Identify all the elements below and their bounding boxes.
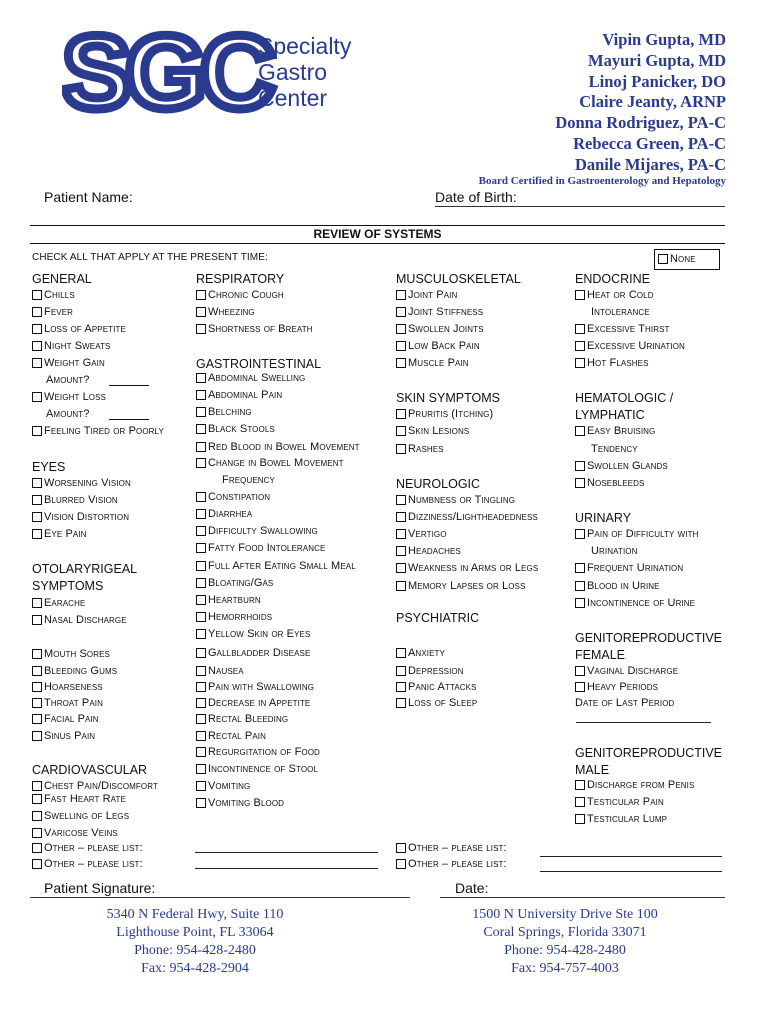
hema-item[interactable]: Swollen Glands: [575, 460, 668, 472]
checkbox[interactable]: [32, 698, 42, 708]
urinary-header: URINARY: [575, 511, 632, 525]
cardio-header: CARDIOVASCULAR: [32, 763, 148, 777]
neuro-item[interactable]: Weakness in Arms or Legs: [396, 562, 538, 574]
gi-item[interactable]: Pain with Swallowing: [196, 681, 314, 693]
oto-item[interactable]: Nasal Discharge: [32, 614, 127, 626]
amount-field[interactable]: Amount?: [46, 408, 149, 420]
cardio-item[interactable]: Chest Pain/Discomfort: [32, 780, 158, 792]
doctor-name: Vipin Gupta, MD: [602, 30, 726, 49]
none-option[interactable]: None: [658, 253, 696, 265]
gi-item[interactable]: Incontinence of Stool: [196, 763, 318, 775]
gi-item[interactable]: Rectal Pain: [196, 730, 266, 742]
checkbox[interactable]: [196, 612, 206, 622]
checkbox[interactable]: [196, 578, 206, 588]
musc-item[interactable]: Joint Stiffness: [396, 306, 483, 318]
date-label: Date:: [455, 880, 489, 896]
general-item[interactable]: Fever: [32, 306, 73, 318]
gi-item[interactable]: Hemorrhoids: [196, 611, 272, 623]
endo-item[interactable]: Hot Flashes: [575, 357, 649, 369]
checkbox[interactable]: [575, 358, 585, 368]
checkbox[interactable]: [575, 341, 585, 351]
gen-male-item[interactable]: Testicular Pain: [575, 796, 664, 808]
gi-header: GASTROINTESTINAL: [196, 357, 322, 371]
checkbox[interactable]: [32, 392, 42, 402]
gen-male-item[interactable]: Testicular Lump: [575, 813, 667, 825]
address-line: Phone: 954-428-2480: [504, 943, 626, 958]
checkbox[interactable]: [32, 426, 42, 436]
gi-item[interactable]: Full After Eating Small Meal: [196, 560, 356, 572]
amount-field[interactable]: Amount?: [46, 374, 149, 386]
oto-item[interactable]: Mouth Sores: [32, 648, 110, 660]
checkbox[interactable]: [196, 324, 206, 334]
musc-item[interactable]: Swollen Joints: [396, 323, 484, 335]
logo-line1: Specialty: [258, 33, 352, 59]
hema-header: HEMATOLOGIC /: [575, 391, 674, 405]
gen-male-header: GENITOREPRODUCTIVE: [575, 746, 723, 760]
checkbox[interactable]: [575, 529, 585, 539]
checkbox[interactable]: [196, 307, 206, 317]
resp-header: RESPIRATORY: [196, 272, 285, 286]
checkbox[interactable]: [196, 595, 206, 605]
checkbox[interactable]: [575, 563, 585, 573]
resp-item[interactable]: Chronic Cough: [196, 289, 284, 301]
musc-item[interactable]: Muscle Pain: [396, 357, 469, 369]
checkbox[interactable]: [575, 581, 585, 591]
general-item[interactable]: Loss of Appetite: [32, 323, 126, 335]
checkbox[interactable]: [396, 512, 406, 522]
dob-label: Date of Birth:: [435, 189, 517, 205]
checkbox[interactable]: [196, 747, 206, 757]
urinary-item[interactable]: Blood in Urine: [575, 580, 660, 592]
skin-item[interactable]: Rashes: [396, 443, 444, 455]
checkbox[interactable]: [32, 714, 42, 724]
skin-header: SKIN SYMPTOMS: [396, 391, 500, 405]
checkbox[interactable]: [196, 290, 206, 300]
gi-item[interactable]: Constipation: [196, 491, 270, 503]
checkbox[interactable]: [396, 682, 406, 692]
doctor-list: [555, 30, 726, 176]
checkbox[interactable]: [396, 666, 406, 676]
checkbox[interactable]: [396, 859, 406, 869]
oto-item[interactable]: Bleeding Gums: [32, 665, 117, 677]
checkbox[interactable]: [32, 666, 42, 676]
checkbox[interactable]: [196, 390, 206, 400]
address-line: Fax: 954-428-2904: [141, 961, 249, 976]
checkbox[interactable]: [32, 615, 42, 625]
doctor-name: Donna Rodriguez, PA-C: [555, 113, 726, 133]
checkbox[interactable]: [196, 781, 206, 791]
gi-item[interactable]: Difficulty Swallowing: [196, 525, 318, 537]
checkbox[interactable]: [396, 426, 406, 436]
gi-item[interactable]: Gallbladder Disease: [196, 647, 310, 659]
oto-item[interactable]: Hoarseness: [32, 681, 103, 693]
checkbox[interactable]: [32, 512, 42, 522]
gi-item[interactable]: Red Blood in Bowel Movement: [196, 441, 360, 453]
checkbox[interactable]: [575, 478, 585, 488]
checkbox[interactable]: [32, 859, 42, 869]
endo-item-continued: Intolerance: [591, 306, 650, 318]
gi-item[interactable]: Change in Bowel Movement: [196, 457, 344, 469]
checkbox[interactable]: [32, 358, 42, 368]
skin-item[interactable]: Skin Lesions: [396, 425, 469, 437]
skin-item[interactable]: Pruritis (Itching): [396, 408, 493, 420]
checkbox[interactable]: [32, 598, 42, 608]
checkbox[interactable]: [196, 543, 206, 553]
checkbox[interactable]: [196, 526, 206, 536]
checkbox[interactable]: [196, 424, 206, 434]
gi-item[interactable]: Abdominal Swelling: [196, 372, 305, 384]
gen-male-header-2: MALE: [575, 763, 610, 777]
checkbox[interactable]: [396, 409, 406, 419]
checkbox[interactable]: [196, 682, 206, 692]
checkbox[interactable]: [196, 373, 206, 383]
checkbox[interactable]: [196, 698, 206, 708]
address-line: Lighthouse Point, FL 33064: [116, 925, 274, 940]
neuro-item[interactable]: Headaches: [396, 545, 461, 557]
doctor-name: Claire Jeanty, ARNP: [579, 92, 726, 112]
gi-item[interactable]: Black Stools: [196, 423, 275, 435]
checkbox[interactable]: [396, 648, 406, 658]
checkbox[interactable]: [196, 442, 206, 452]
checkbox[interactable]: [196, 458, 206, 468]
date-field[interactable]: [440, 897, 725, 898]
checkbox[interactable]: [196, 509, 206, 519]
checkbox[interactable]: [396, 495, 406, 505]
checkbox[interactable]: [32, 794, 42, 804]
checkbox[interactable]: [196, 648, 206, 658]
gi-item[interactable]: Bloating/Gas: [196, 577, 273, 589]
checkbox[interactable]: [396, 444, 406, 454]
last-period-line[interactable]: [576, 722, 711, 723]
cardio-item[interactable]: Varicose Veins: [32, 827, 118, 839]
checkbox[interactable]: [575, 598, 585, 608]
checkbox[interactable]: [32, 324, 42, 334]
checkbox[interactable]: [32, 731, 42, 741]
doctor-name: Mayuri Gupta, MD: [588, 50, 726, 70]
checkbox[interactable]: [196, 714, 206, 724]
gi-item[interactable]: Decrease in Appetite: [196, 697, 310, 709]
oto-item[interactable]: Earache: [32, 597, 85, 609]
eyes-item[interactable]: Worsening Vision: [32, 477, 131, 489]
checkbox[interactable]: [396, 581, 406, 591]
checkbox[interactable]: [575, 682, 585, 692]
checkbox[interactable]: [196, 798, 206, 808]
checkbox[interactable]: [575, 780, 585, 790]
endo-item[interactable]: Excessive Thirst: [575, 323, 670, 335]
urinary-item[interactable]: Incontinence of Urine: [575, 597, 695, 609]
checkbox[interactable]: [32, 307, 42, 317]
gen-male-item[interactable]: Discharge from Penis: [575, 779, 694, 791]
checkbox[interactable]: [396, 324, 406, 334]
checkbox[interactable]: [196, 731, 206, 741]
musc-header: MUSCULOSKELETAL: [396, 272, 521, 286]
gen-female-header: GENITOREPRODUCTIVE: [575, 631, 723, 645]
checkbox[interactable]: [32, 649, 42, 659]
urinary-item-continued: Urination: [591, 545, 638, 557]
gi-item[interactable]: Yellow Skin or Eyes: [196, 628, 310, 640]
checkbox[interactable]: [396, 358, 406, 368]
sgc-logo: [62, 28, 382, 118]
checkbox[interactable]: [575, 461, 585, 471]
musc-item[interactable]: Low Back Pain: [396, 340, 480, 352]
eyes-item[interactable]: Eye Pain: [32, 528, 87, 540]
resp-item[interactable]: Shortness of Breath: [196, 323, 313, 335]
gi-item[interactable]: Heartburn: [196, 594, 261, 606]
address-line: 5340 N Federal Hwy, Suite 110: [106, 907, 284, 922]
oto-item[interactable]: Throat Pain: [32, 697, 103, 709]
last-period-label: Date of Last Period: [575, 697, 675, 709]
gi-item[interactable]: Regurgitation of Food: [196, 746, 320, 758]
gi-item[interactable]: Fatty Food Intolerance: [196, 542, 325, 554]
checkbox[interactable]: [575, 426, 585, 436]
checkbox[interactable]: [575, 290, 585, 300]
check-all-instruction: CHECK ALL THAT APPLY AT THE PRESENT TIME:: [32, 252, 268, 263]
general-item[interactable]: Night Sweats: [32, 340, 111, 352]
address-line: Fax: 954-757-4003: [511, 961, 619, 976]
gi-item[interactable]: Nausea: [196, 665, 244, 677]
checkbox[interactable]: [32, 495, 42, 505]
general-item[interactable]: Weight Gain: [32, 357, 105, 369]
oto-item[interactable]: Sinus Pain: [32, 730, 95, 742]
musc-item[interactable]: Joint Pain: [396, 289, 457, 301]
address-line: 1500 N University Drive Ste 100: [472, 907, 658, 922]
address-line: Coral Springs, Florida 33071: [483, 925, 647, 940]
gi-item-continued: Frequency: [222, 474, 275, 486]
gen-female-header-2: FEMALE: [575, 648, 626, 662]
gi-item[interactable]: Diarrhea: [196, 508, 252, 520]
gi-item[interactable]: Rectal Bleeding: [196, 713, 288, 725]
gen-female-item[interactable]: Vaginal Discharge: [575, 665, 678, 677]
checkbox[interactable]: [196, 764, 206, 774]
general-item[interactable]: Feeling Tired or Poorly: [32, 425, 164, 437]
neuro-item[interactable]: Vertigo: [396, 528, 447, 540]
endo-item[interactable]: Excessive Urination: [575, 340, 685, 352]
logo-letters: SGC: [62, 28, 270, 118]
eyes-header: EYES: [32, 460, 66, 474]
logo-line3: Center: [258, 85, 328, 111]
signature-field[interactable]: [30, 897, 410, 898]
checkbox[interactable]: [32, 478, 42, 488]
oto-header: OTOLARYRIGEAL: [32, 562, 138, 576]
amount-line[interactable]: [109, 409, 149, 420]
patient-name-label: Patient Name:: [44, 189, 133, 205]
eyes-item[interactable]: Vision Distortion: [32, 511, 129, 523]
amount-line[interactable]: [109, 375, 149, 386]
checkbox[interactable]: [396, 698, 406, 708]
gi-item[interactable]: Abdominal Pain: [196, 389, 282, 401]
cardio-item[interactable]: Swelling of Legs: [32, 810, 129, 822]
other-list-line[interactable]: [195, 868, 378, 869]
checkbox[interactable]: [396, 843, 406, 853]
checkbox[interactable]: [396, 529, 406, 539]
checkbox[interactable]: [658, 254, 668, 264]
urinary-item[interactable]: Frequent Urination: [575, 562, 683, 574]
neuro-item[interactable]: Dizziness/Lightheadedness: [396, 511, 538, 523]
neuro-item[interactable]: Memory Lapses or Loss: [396, 580, 525, 592]
checkbox[interactable]: [396, 307, 406, 317]
cardio-other[interactable]: Other – please list:: [32, 842, 143, 854]
cardio-other[interactable]: Other – please list:: [32, 858, 143, 870]
other-right[interactable]: Other – please list:: [396, 842, 507, 854]
hema-header-2: LYMPHATIC: [575, 408, 645, 422]
checkbox[interactable]: [196, 629, 206, 639]
general-item[interactable]: Chills: [32, 289, 75, 301]
checkbox[interactable]: [575, 797, 585, 807]
eyes-item[interactable]: Blurred Vision: [32, 494, 118, 506]
logo-line2: Gastro: [258, 59, 328, 85]
address-lighthouse: [70, 906, 320, 978]
address-coral-springs: [440, 906, 690, 978]
checkbox[interactable]: [575, 666, 585, 676]
checkbox[interactable]: [196, 492, 206, 502]
checkbox[interactable]: [32, 828, 42, 838]
checkbox[interactable]: [32, 781, 42, 791]
checkbox[interactable]: [196, 561, 206, 571]
psych-item[interactable]: Anxiety: [396, 647, 445, 659]
ros-title: REVIEW OF SYSTEMS: [30, 225, 725, 244]
psych-header: PSYCHIATRIC: [396, 611, 480, 625]
endo-header: ENDOCRINE: [575, 272, 651, 286]
checkbox[interactable]: [396, 341, 406, 351]
neuro-item[interactable]: Numbness or Tingling: [396, 494, 515, 506]
checkbox[interactable]: [196, 666, 206, 676]
checkbox[interactable]: [396, 563, 406, 573]
dob-field[interactable]: [435, 206, 725, 207]
doctor-name: Rebecca Green, PA-C: [573, 133, 726, 153]
oto-item[interactable]: Facial Pain: [32, 713, 99, 725]
resp-item[interactable]: Wheezing: [196, 306, 255, 318]
cardio-item[interactable]: Fast Heart Rate: [32, 793, 126, 805]
general-item[interactable]: Weight Loss: [32, 391, 106, 403]
psych-item[interactable]: Loss of Sleep: [396, 697, 477, 709]
address-line: Phone: 954-428-2480: [134, 943, 256, 958]
other-list-line[interactable]: [540, 871, 722, 872]
gi-item[interactable]: Belching: [196, 406, 252, 418]
gen-female-item[interactable]: Heavy Periods: [575, 681, 658, 693]
other-list-line[interactable]: [195, 852, 378, 853]
checkbox[interactable]: [32, 682, 42, 692]
sgc-logo-graphic: [62, 28, 382, 118]
neuro-header: NEUROLOGIC: [396, 477, 481, 491]
general-header: GENERAL: [32, 272, 92, 286]
checkbox[interactable]: [196, 407, 206, 417]
hema-item[interactable]: Easy Bruising: [575, 425, 655, 437]
checkbox[interactable]: [575, 814, 585, 824]
doctor-name: Danile Mijares, PA-C: [574, 154, 726, 174]
gi-item[interactable]: Vomiting: [196, 780, 250, 792]
hema-item[interactable]: Nosebleeds: [575, 477, 644, 489]
urinary-item[interactable]: Pain of Difficulty with: [575, 528, 698, 540]
board-certified: Board Certified in Gastroenterology and Hepatology: [478, 175, 726, 187]
doctor-name: Linoj Panicker, DO: [588, 71, 726, 91]
checkbox[interactable]: [32, 290, 42, 300]
endo-item[interactable]: Heat or Cold: [575, 289, 654, 301]
oto-header-2: SYMPTOMS: [32, 579, 104, 593]
signature-label: Patient Signature:: [44, 880, 156, 896]
other-right[interactable]: Other – please list:: [396, 858, 507, 870]
checkbox[interactable]: [32, 811, 42, 821]
checkbox[interactable]: [575, 324, 585, 334]
gi-item[interactable]: Vomiting Blood: [196, 797, 284, 809]
checkbox[interactable]: [32, 529, 42, 539]
checkbox[interactable]: [32, 341, 42, 351]
checkbox[interactable]: [32, 843, 42, 853]
hema-item-continued: Tendency: [591, 443, 638, 455]
psych-item[interactable]: Depression: [396, 665, 464, 677]
checkbox[interactable]: [396, 290, 406, 300]
other-list-line[interactable]: [540, 856, 722, 857]
psych-item[interactable]: Panic Attacks: [396, 681, 477, 693]
checkbox[interactable]: [396, 546, 406, 556]
